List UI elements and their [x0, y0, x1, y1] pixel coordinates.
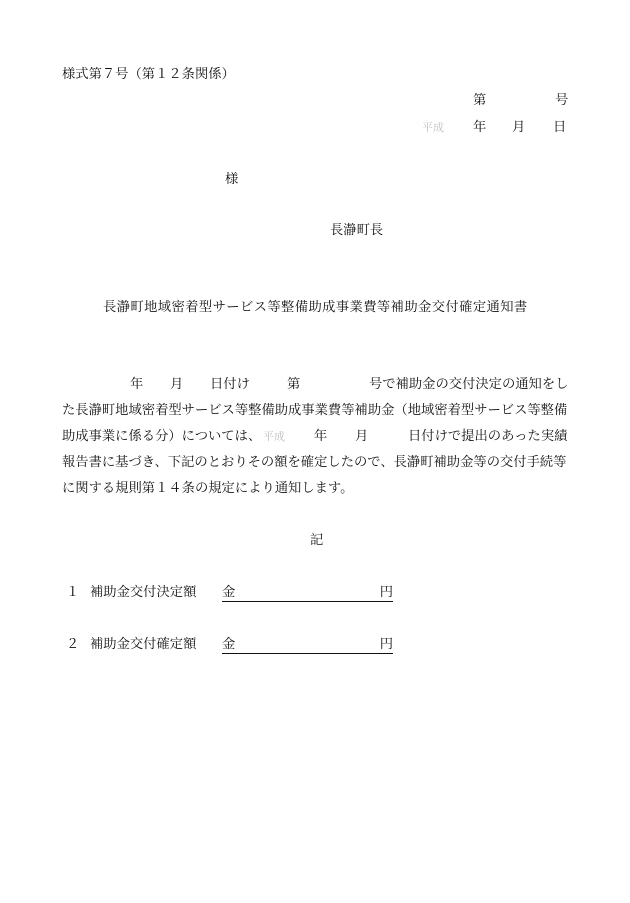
body-line3-year: 年 — [314, 429, 328, 444]
item-number: ２ — [66, 637, 80, 652]
body-line1-number-prefix: 第 — [287, 377, 301, 392]
amount-suffix: 円 — [379, 637, 393, 652]
item-number: １ — [66, 585, 80, 600]
body-line1-rest: 号で補助金の交付決定の通知をし — [369, 377, 569, 392]
header-day: 日 — [553, 120, 567, 135]
body-line4: 報告書に基づき、下記のとおりその額を確定したので、長瀞町補助金等の交付手続等 — [62, 455, 567, 470]
body-line1-month: 月 — [170, 377, 184, 392]
amount-field-underline — [222, 585, 393, 602]
amount-prefix: 金 — [222, 585, 236, 600]
item-label: 補助金交付決定額 — [90, 585, 197, 600]
amount-suffix: 円 — [379, 585, 393, 600]
header-year: 年 — [473, 120, 487, 135]
document-number-suffix: 号 — [555, 93, 569, 108]
addressee-suffix: 様 — [225, 172, 239, 187]
body-line3-era: 平成 — [263, 430, 285, 443]
item-label: 補助金交付確定額 — [90, 637, 197, 652]
body-line3-rest: 日付けで提出のあった実績 — [408, 429, 568, 444]
body-line2: た長瀞町地域密着型サービス等整備助成事業費等補助金（地域密着型サービス等整備 — [62, 403, 568, 418]
body-line5: に関する規則第１４条の規定により通知します。 — [62, 481, 354, 496]
body-line3-month: 月 — [355, 429, 369, 444]
header-month: 月 — [512, 120, 526, 135]
header-era: 平成 — [422, 121, 444, 134]
amount-prefix: 金 — [222, 637, 236, 652]
document-title: 長瀞町地域密着型サービス等整備助成事業費等補助金交付確定通知書 — [103, 300, 528, 315]
body-line1-date-suffix: 日付け — [210, 377, 250, 392]
body-line3-lead: 助成事業に係る分）については、 — [62, 429, 262, 444]
form-number: 様式第７号（第１２条関係） — [62, 67, 235, 82]
body-line1-year: 年 — [130, 377, 144, 392]
amount-field-underline — [222, 637, 393, 654]
ki-heading: 記 — [310, 533, 324, 548]
document-number-prefix: 第 — [473, 93, 487, 108]
issuer-name: 長瀞町長 — [330, 223, 384, 238]
